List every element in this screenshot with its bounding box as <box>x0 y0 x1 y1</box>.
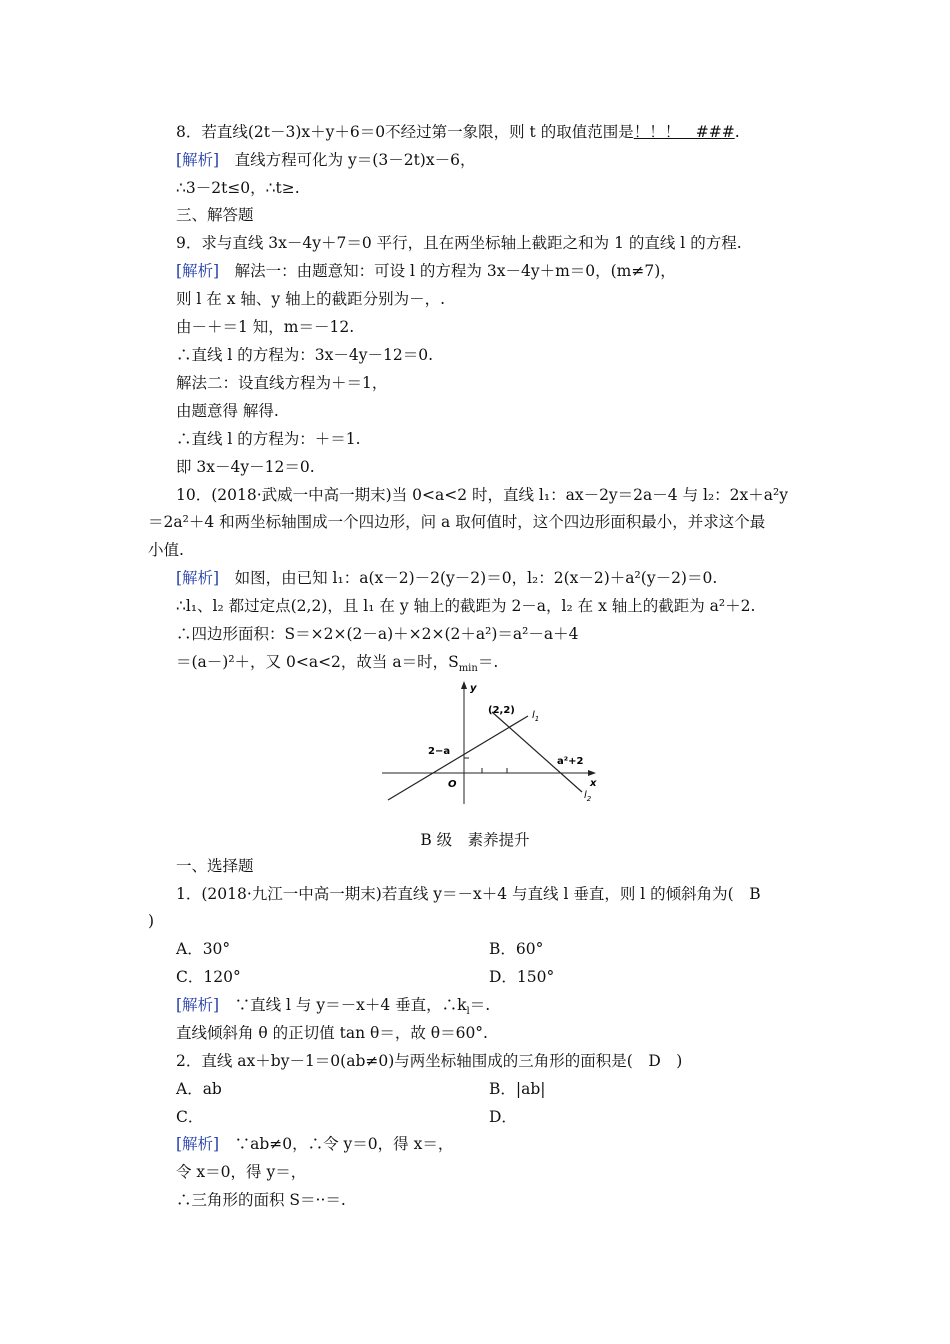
q2-option-b: B．|ab| <box>489 1080 546 1098</box>
analysis-tag: [解析] <box>176 569 220 587</box>
origin-label: O <box>448 779 457 790</box>
point-label: (2,2) <box>488 705 515 716</box>
x-axis-arrow-icon <box>588 770 596 776</box>
analysis-tag: [解析] <box>176 262 220 280</box>
q10-analysis-line-1: [解析] 如图，由已知 l₁：a(x－2)－2(y－2)＝0，l₂：2(x－2)＋a²(y－2)＝0. <box>176 569 718 587</box>
l2-label: $l_2$ <box>584 790 592 803</box>
q1-option-a: A．30° <box>176 940 231 958</box>
y-intercept-label: 2−a <box>428 746 451 757</box>
q2-analysis-line-1: [解析] ∵ab≠0，∴令 y＝0，得 x＝， <box>176 1135 454 1153</box>
q10-analysis-line-2: ∴l₁、l₂ 都过定点(2,2)，且 l₁ 在 y 轴上的截距为 2－a，l₂ 在 x 轴上的截距为 a²＋2. <box>176 597 756 615</box>
q10-figure <box>370 676 620 806</box>
q1-analysis-line-1: [解析] ∵直线 l 与 y＝－x＋4 垂直，$\therefore k_l=$. <box>176 996 491 1018</box>
q1-option-d: D．150° <box>489 968 555 986</box>
q1-option-b: B．60° <box>489 940 544 958</box>
q9-analysis-line-5: 解法二：设直线方程为＋＝1， <box>176 374 388 392</box>
q2-option-a: A．ab <box>176 1080 222 1098</box>
q10-analysis-line-3: ∴四边形面积：S＝×2×(2－a)＋×2×(2＋a²)＝a²－a＋4 <box>176 625 579 643</box>
q1-analysis-line-2: 直线倾斜角 θ 的正切值 tan θ＝，故 θ＝60°. <box>176 1024 488 1042</box>
line-l1 <box>388 716 528 800</box>
q2-question: 2．直线 ax＋by－1＝0(ab≠0)与两坐标轴围成的三角形的面积是( D ) <box>176 1052 683 1070</box>
q8-question: 8．若直线(2t－3)x＋y＋6＝0不经过第一象限，则 t 的取值范围是！！！ ###. <box>176 123 740 141</box>
q2-analysis-line-2: 令 x＝0，得 y＝， <box>176 1163 307 1181</box>
y-axis-arrow-icon <box>461 681 467 689</box>
q2-analysis-line-3: ∴三角形的面积 S＝··＝. <box>176 1191 346 1209</box>
l1-label: $l_1$ <box>532 710 540 723</box>
q9-analysis-line-7: ∴直线 l 的方程为：＋＝1. <box>176 430 361 448</box>
q10-question-line-1: 10．(2018·武威一中高一期末)当 0<a<2 时，直线 l₁：ax－2y＝2a－4 与 l₂：2x＋a²y <box>176 486 788 504</box>
section-heading-choice: 一、选择题 <box>176 857 254 875</box>
line-l2 <box>492 712 582 792</box>
q10-question-line-3: 小值. <box>148 541 184 559</box>
q8-analysis-line-1: [解析] 直线方程可化为 y＝(3－2t)x－6， <box>176 151 476 169</box>
q1-question-line-1: 1．(2018·九江一中高一期末)若直线 y＝－x＋4 与直线 l 垂直，则 l 的倾斜角为( B <box>176 885 761 903</box>
q2-option-d: D． <box>489 1108 517 1126</box>
x-intercept-label: a²+2 <box>557 756 584 767</box>
q9-analysis-line-6: 由题意得 解得. <box>176 402 279 420</box>
analysis-tag: [解析] <box>176 996 220 1014</box>
q10-analysis-line-4: ＝(a－)²＋，又 0<a<2，故当 a＝时，$S_{min}=$. <box>176 653 499 675</box>
q1-option-c: C．120° <box>176 968 241 986</box>
q9-analysis-line-1: [解析] 解法一：由题意知：可设 l 的方程为 3x－4y＋m＝0，(m≠7)， <box>176 262 676 280</box>
section-heading-solve: 三、解答题 <box>176 206 254 224</box>
level-b-heading: B 级 素养提升 <box>420 831 530 849</box>
q9-analysis-line-4: ∴直线 l 的方程为：3x－4y－12＝0. <box>176 346 434 364</box>
q2-option-c: C． <box>176 1108 204 1126</box>
q1-question-line-2: ) <box>148 912 155 930</box>
q10-question-line-2: ＝2a²＋4 和两坐标轴围成一个四边形，问 a 取何值时，这个四边形面积最小，并求这个最 <box>148 513 766 531</box>
q9-analysis-line-8: 即 3x－4y－12＝0. <box>176 458 315 476</box>
x-axis-label: x <box>590 778 597 789</box>
q9-analysis-line-3: 由－＋＝1 知，m＝－12. <box>176 318 355 336</box>
q9-question: 9．求与直线 3x－4y＋7＝0 平行，且在两坐标轴上截距之和为 1 的直线 l 的方程. <box>176 234 742 252</box>
q8-analysis-line-2: ∴3－2t≤0，∴t≥. <box>176 179 300 197</box>
analysis-tag: [解析] <box>176 151 220 169</box>
q9-analysis-line-2: 则 l 在 x 轴、y 轴上的截距分别为－，. <box>176 290 446 308</box>
q8-answer-blank: ！！！ ### <box>633 123 735 141</box>
y-axis-label: y <box>470 683 477 694</box>
analysis-tag: [解析] <box>176 1135 220 1153</box>
